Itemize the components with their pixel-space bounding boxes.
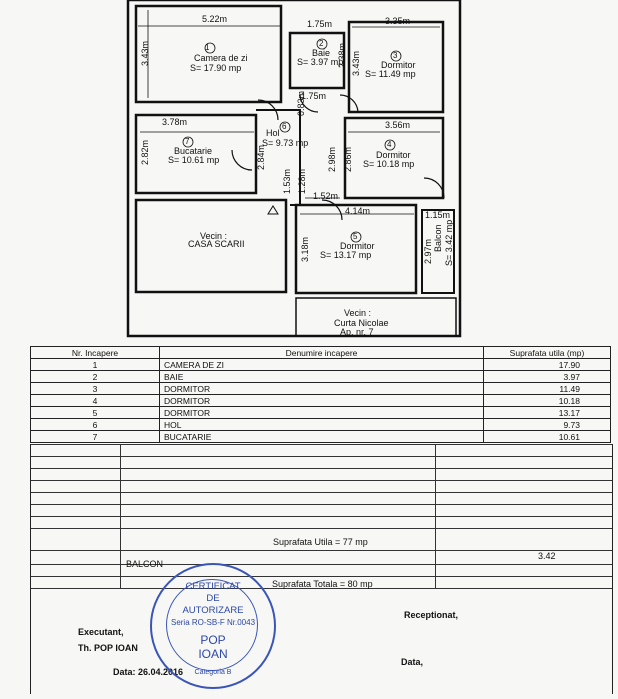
room-num-1: 1 <box>205 43 210 52</box>
suprafata-totala: Suprafata Totala = 80 mp <box>272 579 373 589</box>
stamp-line-6: IOAN <box>198 647 228 661</box>
table-row <box>31 383 611 395</box>
row-name: BAIE <box>160 371 484 383</box>
col-header-area: Suprafata utila (mp) <box>484 347 611 359</box>
col-header-nr: Nr. Incapere <box>31 347 160 359</box>
row-area: 10.18 <box>484 395 611 407</box>
rooms-table <box>30 346 611 443</box>
room-area-3: S= 11.49 mp <box>365 69 416 79</box>
dim-356: 3.56m <box>385 120 411 130</box>
balcon-row-label: BALCON <box>126 559 164 569</box>
table-row <box>31 431 611 443</box>
row-nr: 5 <box>31 407 160 419</box>
room-name-7: Bucatarie <box>174 146 213 156</box>
vecin-name-1: CASA SCARII <box>188 239 245 249</box>
stamp-line-1: CERTIFICAT <box>185 581 241 592</box>
dim-175a: 1.75m <box>307 19 333 29</box>
row-name: DORMITOR <box>160 383 484 395</box>
dim-297: 2.97m <box>423 238 433 264</box>
table-row <box>31 407 611 419</box>
vecin-ap-2: Ap. nr. 7 <box>340 327 374 337</box>
balcon-name: Balcon <box>433 224 443 252</box>
room-area-1: S= 17.90 mp <box>190 63 242 73</box>
authorization-stamp <box>150 563 276 689</box>
table-row <box>31 419 611 431</box>
row-name: DORMITOR <box>160 407 484 419</box>
row-nr: 1 <box>31 359 160 371</box>
balcon-area: S= 3.42 mp <box>444 219 454 266</box>
floor-plan <box>0 0 618 345</box>
stamp-line-2: DE <box>206 593 220 604</box>
row-area: 17.90 <box>484 359 611 371</box>
row-nr: 4 <box>31 395 160 407</box>
table-row <box>31 359 611 371</box>
dim-522: 5.22m <box>202 14 228 24</box>
summary-grid <box>30 444 613 694</box>
row-name: HOL <box>160 419 484 431</box>
dim-128: 1.28m <box>297 168 307 194</box>
executant-label: Executant, <box>78 627 124 637</box>
receptionat-label: Receptionat, <box>404 610 459 620</box>
room-area-2: S= 3.97 mp <box>297 57 344 67</box>
room-name-2: Baie <box>312 48 331 58</box>
dim-335: 3.35m <box>385 16 411 26</box>
vecin-label-1: Vecin : <box>200 231 228 241</box>
room-num-2: 2 <box>319 39 324 48</box>
dim-414: 4.14m <box>345 206 371 216</box>
row-area: 13.17 <box>484 407 611 419</box>
vecin-name-2: Curta Nicolae <box>334 318 389 328</box>
stamp-line-7: Categoria B <box>194 669 232 676</box>
room-name-1: Camera de zi <box>194 53 248 63</box>
table-row <box>31 395 611 407</box>
room-area-6: S= 9.73 mp <box>262 138 309 148</box>
row-name: BUCATARIE <box>160 431 484 443</box>
dim-153: 1.53m <box>282 168 292 194</box>
row-area: 9.73 <box>484 419 611 431</box>
dim-343a: 3.43m <box>140 40 150 66</box>
row-nr: 6 <box>31 419 160 431</box>
stamp-line-5: POP <box>200 633 226 647</box>
room-name-5: Dormitor <box>340 241 375 251</box>
dim-286: 2.86m <box>343 146 353 172</box>
room-name-6: Hol <box>266 128 280 138</box>
suprafata-utila: Suprafata Utila = 77 mp <box>273 537 368 547</box>
vecin-label-2: Vecin : <box>344 308 372 318</box>
stamp-line-3: AUTORIZARE <box>182 605 244 616</box>
row-area: 11.49 <box>484 383 611 395</box>
row-nr: 3 <box>31 383 160 395</box>
dim-318: 3.18m <box>300 236 310 262</box>
dim-238: 2.38m <box>337 42 347 68</box>
dim-284: 2.84m <box>256 144 266 170</box>
dim-282: 2.82m <box>140 139 150 165</box>
room-num-5: 5 <box>353 232 358 241</box>
table-row <box>31 371 611 383</box>
executant-name: Th. POP IOAN <box>78 643 138 653</box>
row-nr: 2 <box>31 371 160 383</box>
balcon-row-area: 3.42 <box>538 551 556 561</box>
row-area: 3.97 <box>484 371 611 383</box>
table-header-row <box>31 347 611 359</box>
row-name: CAMERA DE ZI <box>160 359 484 371</box>
dim-083: 0.83m <box>296 90 306 116</box>
room-num-3: 3 <box>393 51 398 60</box>
dim-152: 1.52m <box>313 191 339 201</box>
dim-115: 1.15m <box>425 210 451 220</box>
col-header-name: Denumire incapere <box>160 347 484 359</box>
stamp-line-4: Seria RO-SB-F Nr.0043 <box>170 618 256 627</box>
room-area-7: S= 10.61 mp <box>168 155 220 165</box>
row-nr: 7 <box>31 431 160 443</box>
dim-343b: 3.43m <box>351 50 361 76</box>
row-name: DORMITOR <box>160 395 484 407</box>
room-area-5: S= 13.17 mp <box>320 250 372 260</box>
dim-175b: 1.75m <box>301 91 327 101</box>
room-num-6: 6 <box>282 122 287 131</box>
row-area: 10.61 <box>484 431 611 443</box>
room-name-3: Dormitor <box>381 60 416 70</box>
dim-298: 2.98m <box>327 146 337 172</box>
executant-date: Data: 26.04.2016 <box>113 667 184 677</box>
room-num-7: 7 <box>185 137 190 146</box>
dim-378: 3.78m <box>162 117 188 127</box>
room-area-4: S= 10.18 mp <box>363 159 415 169</box>
receptionat-date: Data, <box>401 657 424 667</box>
room-name-4: Dormitor <box>376 150 411 160</box>
room-num-4: 4 <box>387 140 392 149</box>
